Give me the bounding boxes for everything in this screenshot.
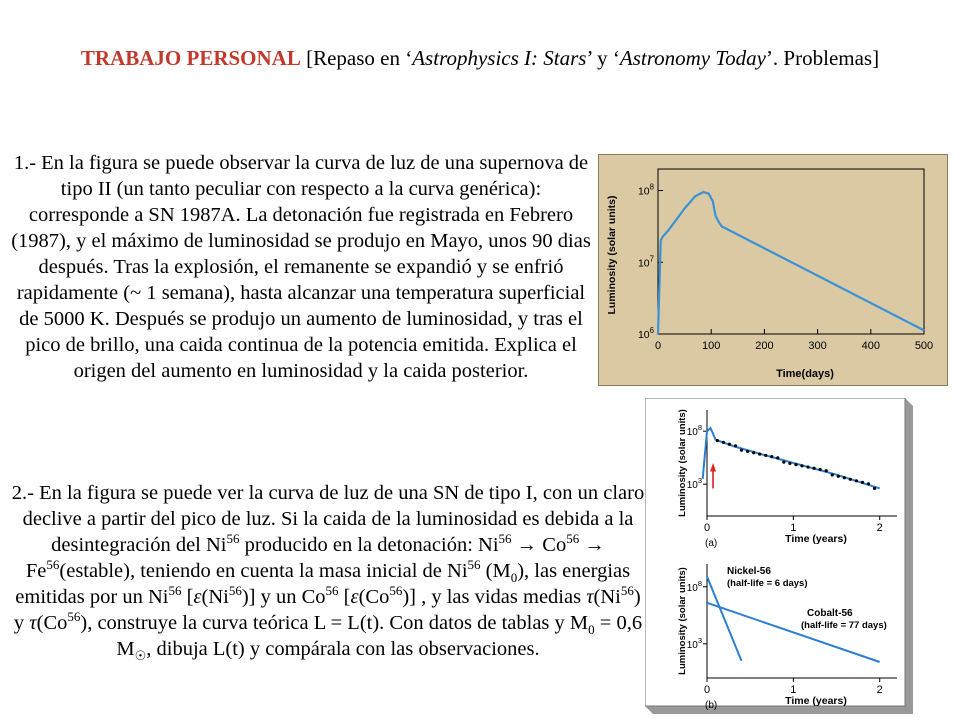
data-point <box>722 441 725 444</box>
q2-part: (Ni <box>201 586 229 608</box>
q2-part: = 0,6 M <box>116 612 643 660</box>
data-point <box>873 487 876 490</box>
annotation-nickel-halflife: (half-life = 6 days) <box>727 578 808 589</box>
data-point <box>812 467 815 470</box>
y-tick-label: $10^7$ <box>637 254 654 270</box>
y-tick-label: $10^8$ <box>637 182 654 198</box>
q2-part: (Ni <box>593 586 621 608</box>
y-axis-label: Luminosity (solar units) <box>606 195 618 315</box>
type-i-figure <box>645 398 913 714</box>
y-axis-label: Luminosity (solar units) <box>677 409 688 517</box>
q2-part: (M <box>480 560 511 582</box>
q2-part: , dibuja L(t) y compárala con las observaciones. <box>146 638 540 660</box>
page-title <box>40 44 920 72</box>
series-line-sn1987a <box>658 192 924 334</box>
sup: 56 <box>46 557 60 573</box>
x-tick-label: 500 <box>914 340 934 352</box>
q2-part: )] y un Co <box>241 586 326 608</box>
sup: 56 <box>389 583 403 599</box>
sup: 56 <box>325 583 339 599</box>
sup: 56 <box>228 583 242 599</box>
data-point <box>770 455 773 458</box>
x-tick-label: 2 <box>876 522 883 534</box>
sun-symbol: ☉ <box>134 648 147 664</box>
sup: 56 <box>226 531 240 547</box>
axes <box>638 169 933 352</box>
sup: 56 <box>67 609 81 625</box>
data-point <box>716 439 719 442</box>
sup: 56 <box>168 583 182 599</box>
annotation-nickel: Nickel-56 <box>727 566 771 577</box>
x-tick-label: 300 <box>808 340 827 352</box>
title-part: ’. Problemas] <box>765 46 880 70</box>
arrow: → <box>511 534 543 556</box>
type-i-chart <box>645 398 913 714</box>
data-point <box>800 464 803 467</box>
problem-2-text <box>8 480 648 662</box>
annotation-cobalt-halflife: (half-life = 77 days) <box>801 620 887 631</box>
data-point <box>819 468 822 471</box>
y-axis-label: Luminosity (solar units) <box>677 567 688 675</box>
x-tick-label: 0 <box>703 684 711 696</box>
data-point <box>746 450 749 453</box>
x-axis-label: Time(days) <box>776 368 834 380</box>
q2-part: producido en la detonación: Ni <box>239 534 499 556</box>
data-point <box>734 444 737 447</box>
q2-part: (estable), teniendo en cuenta la masa inicial de Ni <box>59 560 468 582</box>
sup: 56 <box>498 531 512 547</box>
q2-part: 2.- En la figura se puede ver la curva de luz de una SN de tipo I, con un claro declive a partir del pico de luz. Si la caida de la luminosidad es debida a la desintegración del Ni <box>11 482 645 556</box>
panel-label: (a) <box>705 538 718 549</box>
x-tick-label: 0 <box>703 522 711 534</box>
tau-symbol: τ <box>29 612 37 634</box>
q2-part: Co <box>542 534 567 556</box>
y-tick-label: $10^3$ <box>686 476 702 492</box>
x-tick-label: 400 <box>861 340 880 352</box>
data-point <box>867 482 870 485</box>
x-axis-label: Time (years) <box>785 695 847 707</box>
y-tick-label: $10^8$ <box>686 578 702 594</box>
x-tick-label: 0 <box>654 340 662 352</box>
title-bold: TRABAJO PERSONAL <box>80 46 301 70</box>
q2-part: [ <box>338 586 351 608</box>
q2-part: ) y <box>13 586 641 634</box>
panel-label: (b) <box>705 700 718 711</box>
sn1987a-chart <box>599 155 947 385</box>
sn1987a-figure <box>598 154 948 386</box>
x-tick-label: 1 <box>790 684 797 696</box>
q2-part: (Co <box>358 586 390 608</box>
q2-part: )] , y las vidas medias <box>402 586 587 608</box>
y-tick-label: $10^3$ <box>686 635 702 651</box>
data-point <box>831 473 834 476</box>
title-italic-2: Astronomy Today <box>619 46 766 70</box>
data-point <box>837 475 840 478</box>
data-point <box>855 479 858 482</box>
y-tick-label: $10^6$ <box>637 326 654 341</box>
data-point <box>849 478 852 481</box>
data-point <box>728 443 731 446</box>
data-point <box>861 481 864 484</box>
data-point <box>825 469 828 472</box>
data-point <box>740 449 743 452</box>
sub: 0 <box>588 622 595 638</box>
x-axis-label: Time (years) <box>785 533 847 545</box>
q2-part: ), construye la curva teórica L = L(t). Con datos de tablas y M <box>80 612 589 634</box>
epsilon-symbol: ε <box>350 586 359 608</box>
tau-symbol: τ <box>586 586 594 608</box>
q2-part: (Co <box>36 612 68 634</box>
sub: 0 <box>510 570 518 586</box>
x-tick-label: 200 <box>755 340 774 352</box>
q2-part: ), las energias emitidas por un Ni <box>15 560 631 608</box>
data-point <box>758 452 761 455</box>
sup: 56 <box>566 531 580 547</box>
y-tick-label: $10^8$ <box>686 423 702 439</box>
title-part: ’ y ‘ <box>586 46 620 70</box>
problem-1-text: 1.- En la figura se puede observar la curva de luz de una supernova de tipo II (un tanto peculiar con respecto a la curva genérica): corresponde a SN 1987A. La detonación fue registrada en Febrero (1987), y el máximo de luminosidad se produjo en Mayo, unos 90 dias después. Tras la explosión, el remanente se expandió y se enfrió rapidamente (~ 1 semana), hasta alcanzar una temperatura superficial de 5000 K. Después se produjo un aumento de luminosidad, y tras el pico de brillo, una caida continua de la potencia emitida. Explica el origen del aumento en luminosidad y la caida posterior. <box>11 152 591 382</box>
q2-part: Fe <box>25 560 47 582</box>
title-italic-1: Astrophysics I: Stars <box>412 46 587 70</box>
epsilon-symbol: ε <box>193 586 202 608</box>
x-tick-label: 100 <box>702 340 721 352</box>
arrow: → <box>579 534 605 556</box>
data-point <box>776 456 779 459</box>
data-point <box>752 451 755 454</box>
sup: 56 <box>467 557 481 573</box>
data-point <box>794 463 797 466</box>
data-point <box>782 461 785 464</box>
sup: 56 <box>620 583 634 599</box>
data-point <box>788 462 791 465</box>
x-tick-label: 1 <box>790 522 797 534</box>
data-point <box>764 454 767 457</box>
x-tick-label: 2 <box>876 684 883 696</box>
data-point <box>806 465 809 468</box>
annotation-cobalt: Cobalt-56 <box>807 608 853 619</box>
data-point <box>843 476 846 479</box>
q2-part: [ <box>181 586 194 608</box>
title-part: [Repaso en ‘ <box>300 46 413 70</box>
